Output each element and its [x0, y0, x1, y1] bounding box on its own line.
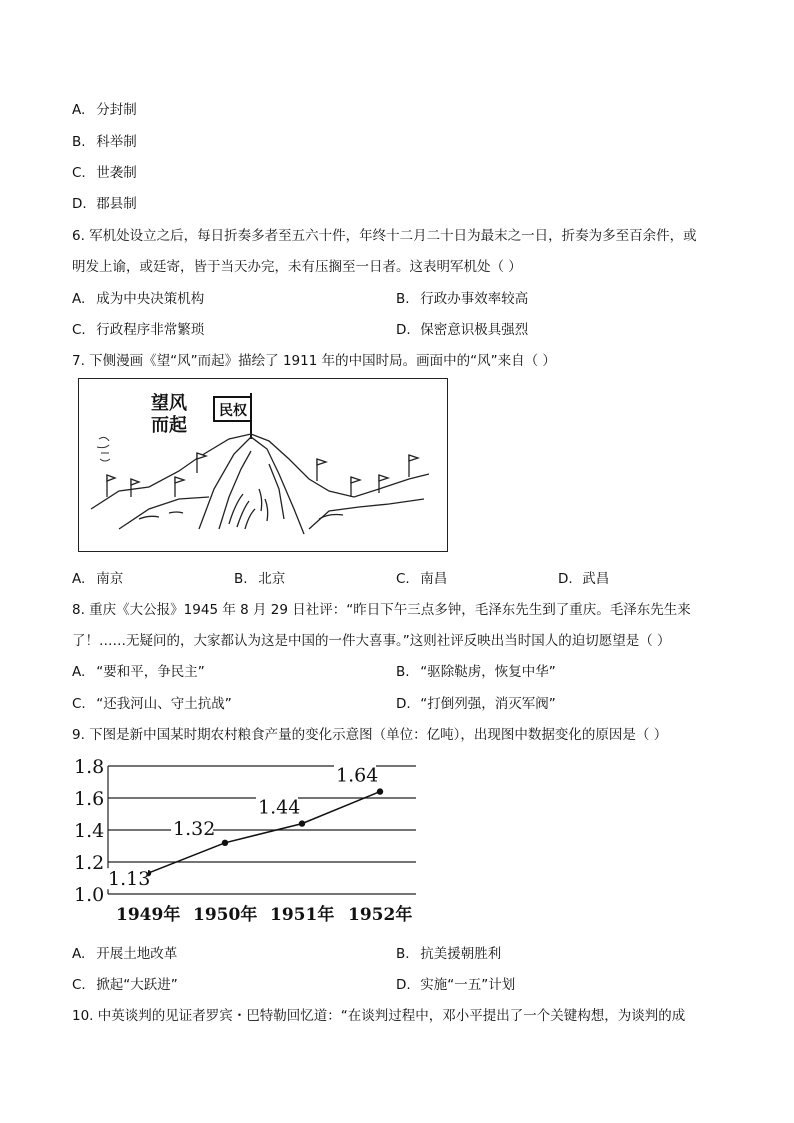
q7-option-a	[72, 567, 123, 587]
q7-option-b	[234, 567, 285, 587]
q9-option-c	[72, 973, 178, 993]
x-tick-label: 1951年	[270, 905, 335, 925]
q6-option-d	[396, 318, 528, 338]
option-key: C.	[396, 571, 410, 587]
y-tick-label: 1.0	[74, 884, 105, 906]
q5-option-a	[72, 98, 137, 118]
option-key: C.	[72, 165, 86, 181]
option-text: 世袭制	[96, 165, 137, 181]
option-text: 科举制	[96, 134, 137, 150]
data-point	[377, 788, 383, 794]
option-key: D.	[396, 977, 411, 993]
option-key: A.	[72, 664, 86, 680]
option-text: 北京	[258, 571, 286, 587]
option-key: D.	[396, 696, 411, 712]
q8-option-b	[396, 660, 556, 680]
data-label: 1.32	[173, 817, 216, 840]
q7-option-c	[396, 567, 447, 587]
q6-option-b	[396, 287, 528, 307]
data-label: 1.64	[336, 764, 379, 787]
option-key: B.	[396, 291, 410, 307]
q9-option-b	[396, 942, 501, 962]
q5-option-b	[72, 130, 137, 150]
q8-option-a	[72, 660, 205, 680]
q8-stem-line2: 了！……无疑问的，大家都认为这是中国的一件大喜事。”这则社评反映出当时国人的迫切愿望是（ ）	[72, 633, 671, 649]
option-key: D.	[558, 571, 573, 587]
option-key: D.	[396, 322, 411, 338]
option-key: B.	[72, 134, 86, 150]
option-text: 实施“一五”计划	[420, 977, 516, 993]
option-key: B.	[396, 946, 410, 962]
artist-seal-icon	[97, 437, 110, 461]
grain-output-chart	[70, 756, 420, 926]
option-text: 分封制	[96, 102, 137, 118]
option-key: A.	[72, 291, 86, 307]
option-text: 开展土地改革	[96, 946, 178, 962]
q9-option-a	[72, 942, 177, 962]
data-point	[299, 820, 305, 826]
option-key: B.	[234, 571, 248, 587]
option-text: 成为中央决策机构	[96, 291, 205, 307]
option-text: 武昌	[582, 571, 610, 587]
q6-option-c	[72, 318, 204, 338]
q9-stem: 9. 下图是新中国某时期农村粮食产量的变化示意图（单位：亿吨），出现图中数据变化的原因是（ ）	[72, 727, 668, 743]
option-text: 南京	[96, 571, 124, 587]
q6-stem-line2: 明发上谕，或廷寄，皆于当天办完，未有压搁至一日者。这表明军机处（ ）	[72, 259, 522, 275]
mountain-illustration	[91, 434, 429, 534]
option-key: C.	[72, 322, 86, 338]
option-text: 行政程序非常繁琐	[96, 322, 205, 338]
q8-option-d	[396, 692, 556, 712]
x-tick-label: 1950年	[193, 905, 258, 925]
option-text: “打倒列强，消灭军阀”	[420, 696, 556, 712]
q8-option-c	[72, 692, 232, 712]
data-label: 1.44	[258, 796, 301, 819]
cartoon-title-2: 而起	[151, 415, 187, 436]
option-text: 郡县制	[96, 196, 137, 212]
q10-stem: 10. 中英谈判的见证者罗宾・巴特勒回忆道：“在谈判过程中，邓小平提出了一个关键构想，为谈判的成	[72, 1008, 686, 1024]
q7-stem: 7. 下侧漫画《望“风”而起》描绘了 1911 年的中国时局。画面中的“风”来自（ ）	[72, 353, 556, 369]
cartoon-image	[78, 378, 448, 552]
option-text: 掀起“大跃进”	[96, 977, 178, 993]
minquan-flag	[214, 393, 251, 439]
option-key: D.	[72, 196, 87, 212]
q9-option-d	[396, 973, 515, 993]
data-point	[222, 840, 228, 846]
x-tick-label: 1949年	[116, 905, 181, 925]
chart-svg	[70, 756, 420, 926]
option-key: A.	[72, 946, 86, 962]
q6-option-a	[72, 287, 204, 307]
option-text: 南昌	[420, 571, 448, 587]
y-tick-label: 1.8	[74, 756, 105, 778]
option-key: C.	[72, 977, 86, 993]
option-text: 保密意识极具强烈	[420, 322, 529, 338]
q6-stem-line1: 6. 军机处设立之后，每日折奏多者至五六十件，年终十二月二十日为最末之一日，折奏为多至百余件，或	[72, 228, 697, 244]
option-text: “要和平，争民主”	[96, 664, 205, 680]
option-key: A.	[72, 102, 86, 118]
x-tick-label: 1952年	[348, 905, 413, 925]
option-text: “还我河山、守土抗战”	[96, 696, 232, 712]
option-text: 行政办事效率较高	[420, 291, 529, 307]
cartoon-title-1: 望风	[151, 393, 187, 414]
option-text: “驱除鞑虏，恢复中华”	[420, 664, 556, 680]
cartoon-drawing	[79, 379, 447, 551]
small-flags	[107, 453, 418, 497]
option-key: A.	[72, 571, 86, 587]
q8-stem-line1: 8. 重庆《大公报》1945 年 8 月 29 日社评：“昨日下午三点多钟，毛泽东先生到了重庆。毛泽东先生来	[72, 602, 691, 618]
option-key: C.	[72, 696, 86, 712]
data-label: 1.13	[108, 868, 151, 891]
option-text: 抗美援朝胜利	[420, 946, 502, 962]
q7-option-d	[558, 567, 609, 587]
flag-text: 民权	[219, 403, 247, 419]
option-key: B.	[396, 664, 410, 680]
q5-option-d	[72, 192, 137, 212]
y-tick-label: 1.4	[74, 820, 105, 842]
y-tick-label: 1.2	[74, 852, 105, 874]
q5-option-c	[72, 161, 137, 181]
y-tick-label: 1.6	[74, 788, 105, 810]
